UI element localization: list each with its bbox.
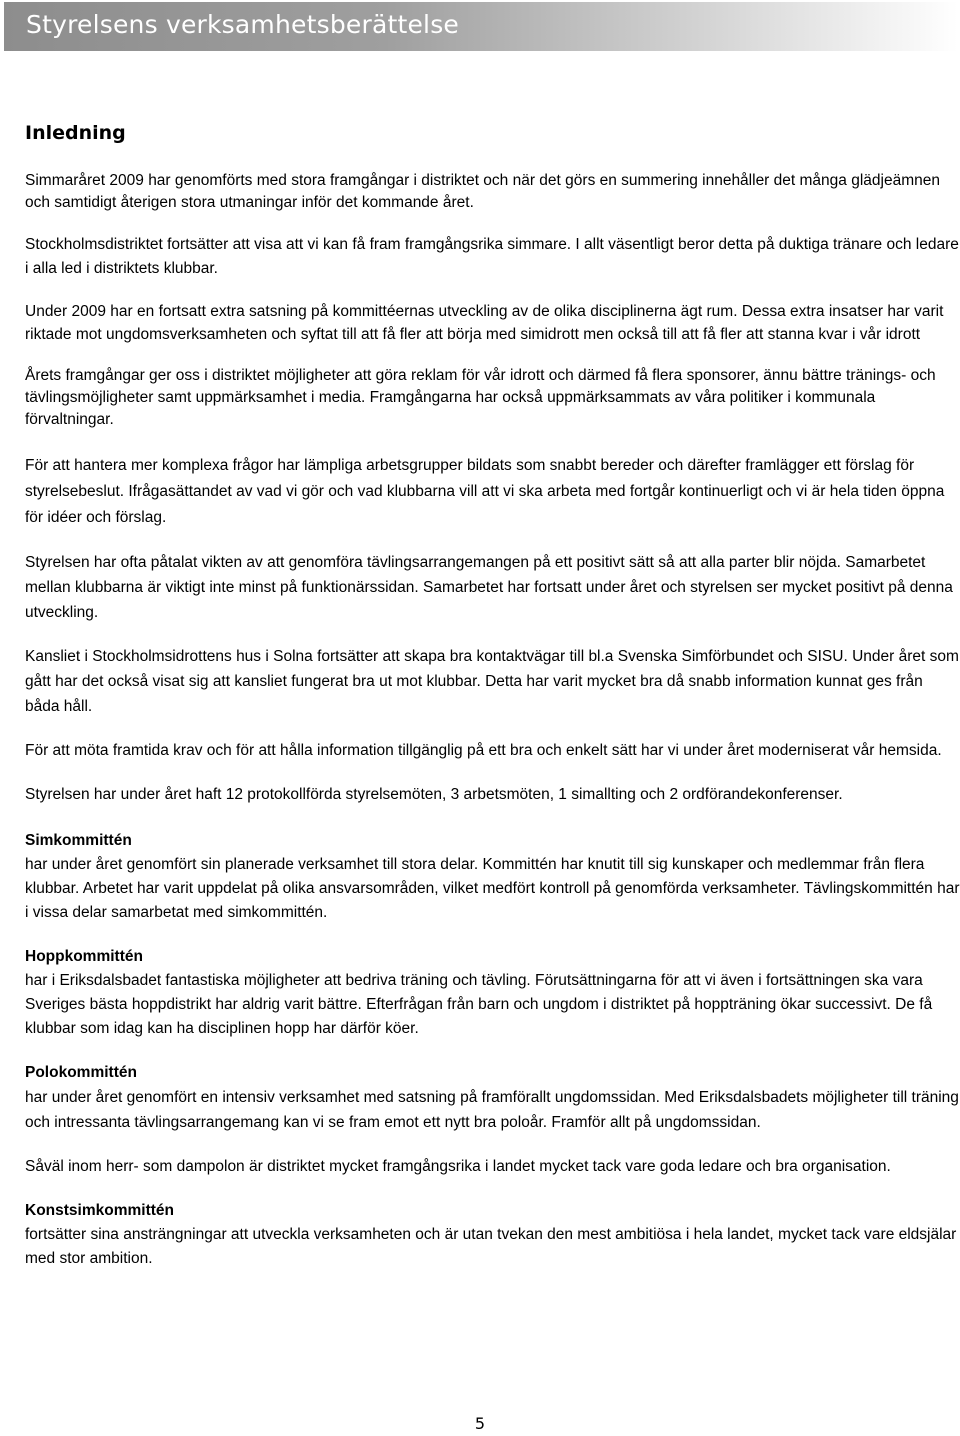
committee-heading: Hoppkommittén [25, 948, 143, 965]
paragraph: För att hantera mer komplexa frågor har lämpliga arbetsgrupper bildats som snabbt bereder och därefter framlägger ett förslag för styrelsebeslut. Ifrågasättandet av vad vi gör och vad klubbarna vill att vi ska arbeta med fortgår kontinuerligt och vi är hela tiden öppna för idéer och förslag. [25, 457, 945, 526]
committee-text: har under året genomfört en intensiv verksamhet med satsning på framförallt ungdomssidan. Med Eriksdalsbadets möjligheter till träning och intressanta tävlingsarrangemang kan vi se fram emot ett nytt bra poloår. Framför allt på ungdomssidan. [25, 1089, 959, 1131]
paragraph: För att möta framtida krav och för att hålla information tillgänglig på ett bra och enkelt sätt har vi under året moderniserat vår hemsida. [25, 742, 942, 759]
page-number: 5 [474, 1414, 486, 1433]
paragraph: Kansliet i Stockholmsidrottens hus i Solna fortsätter att skapa bra kontaktvägar till bl.a Svenska Simförbundet och SISU. Under året som gått har det också visat sig att kansliet fungerat bra ut mot klubbar. Detta har varit mycket bra då snabb information kunnat ges från båda håll. [25, 648, 959, 715]
intro-heading: Inledning [25, 122, 126, 144]
committee-heading: Simkommittén [25, 832, 132, 849]
committee-text-extra: Såväl inom herr- som dampolon är distriktet mycket framgångsrika i landet mycket tack vare goda ledare och bra organisation. [25, 1158, 891, 1175]
paragraph: Simmaråret 2009 har genomförts med stora framgångar i distriktet och när det görs en summering innehåller det många glädjeämnen och samtidigt återigen stora utmaningar inför det kommande året. [25, 172, 940, 211]
page-title: Styrelsens verksamhetsberättelse [26, 10, 460, 39]
committee-heading: Konstsimkommittén [25, 1202, 174, 1219]
paragraph: Under 2009 har en fortsatt extra satsning på kommittéernas utveckling av de olika disciplinerna ägt rum. Dessa extra insatser har varit riktade mot ungdomsverksamheten och syftat till att få fler att börja med simidrott men också till att få fler att stanna kvar i vår idrott [25, 303, 944, 343]
committee-section [25, 1061, 960, 1179]
committee-text: har under året genomfört sin planerade verksamhet till stora delar. Kommittén har knutit till sig kunskaper och medlemmar från flera klubbar. Arbetet har varit uppdelat på olika ansvarsområden, vilket medfört kontroll på genomförda verksamheter. Tävlingskommittén har i vissa delar samarbetat med simkommittén. [25, 856, 960, 921]
committee-section [25, 1199, 960, 1271]
committee-text: fortsätter sina ansträngningar att utveckla verksamheten och är utan tvekan den mest ambitiösa i hela landet, mycket tack vare eldsjälar med stor ambition. [25, 1226, 957, 1267]
paragraph: Styrelsen har ofta påtalat vikten av att genomföra tävlingsarrangemangen på ett positivt sätt så att alla parter blir nöjda. Samarbetet mellan klubbarna är viktigt inte minst på funktionärssidan. Samarbetet har fortsatt under året och styrelsen ser mycket positivt på denna utveckling. [25, 554, 953, 621]
paragraph: Stockholmsdistriktet fortsätter att visa att vi kan få fram framgångsrika simmare. I allt väsentligt beror detta på duktiga tränare och ledare i alla led i distriktets klubbar. [25, 236, 959, 277]
paragraph: Styrelsen har under året haft 12 protokollförda styrelsemöten, 3 arbetsmöten, 1 simallting och 2 ordförandekonferenser. [25, 786, 843, 803]
committee-section [25, 829, 960, 925]
committee-heading: Polokommittén [25, 1064, 137, 1081]
committee-section [25, 945, 960, 1041]
committee-text: har i Eriksdalsbadet fantastiska möjligheter att bedriva träning och tävling. Förutsättningarna för att vi även i fortsättningen ska vara Sveriges bästa hoppdistrikt har aldrig varit bättre. Efterfrågan från barn och ungdom i distriktet på hoppträning ökar successivt. De få klubbar som idag kan ha disciplinen hopp har därför köer. [25, 972, 933, 1037]
title-banner [4, 2, 958, 51]
document-body [25, 122, 960, 1291]
paragraph: Årets framgångar ger oss i distriktet möjligheter att göra reklam för vår idrott och därmed få flera sponsorer, ännu bättre tränings- och tävlingsmöjligheter samt uppmärksamhet i media. Framgångarna har också uppmärksammats av våra politiker i kommunala förvaltningar. [25, 367, 936, 428]
